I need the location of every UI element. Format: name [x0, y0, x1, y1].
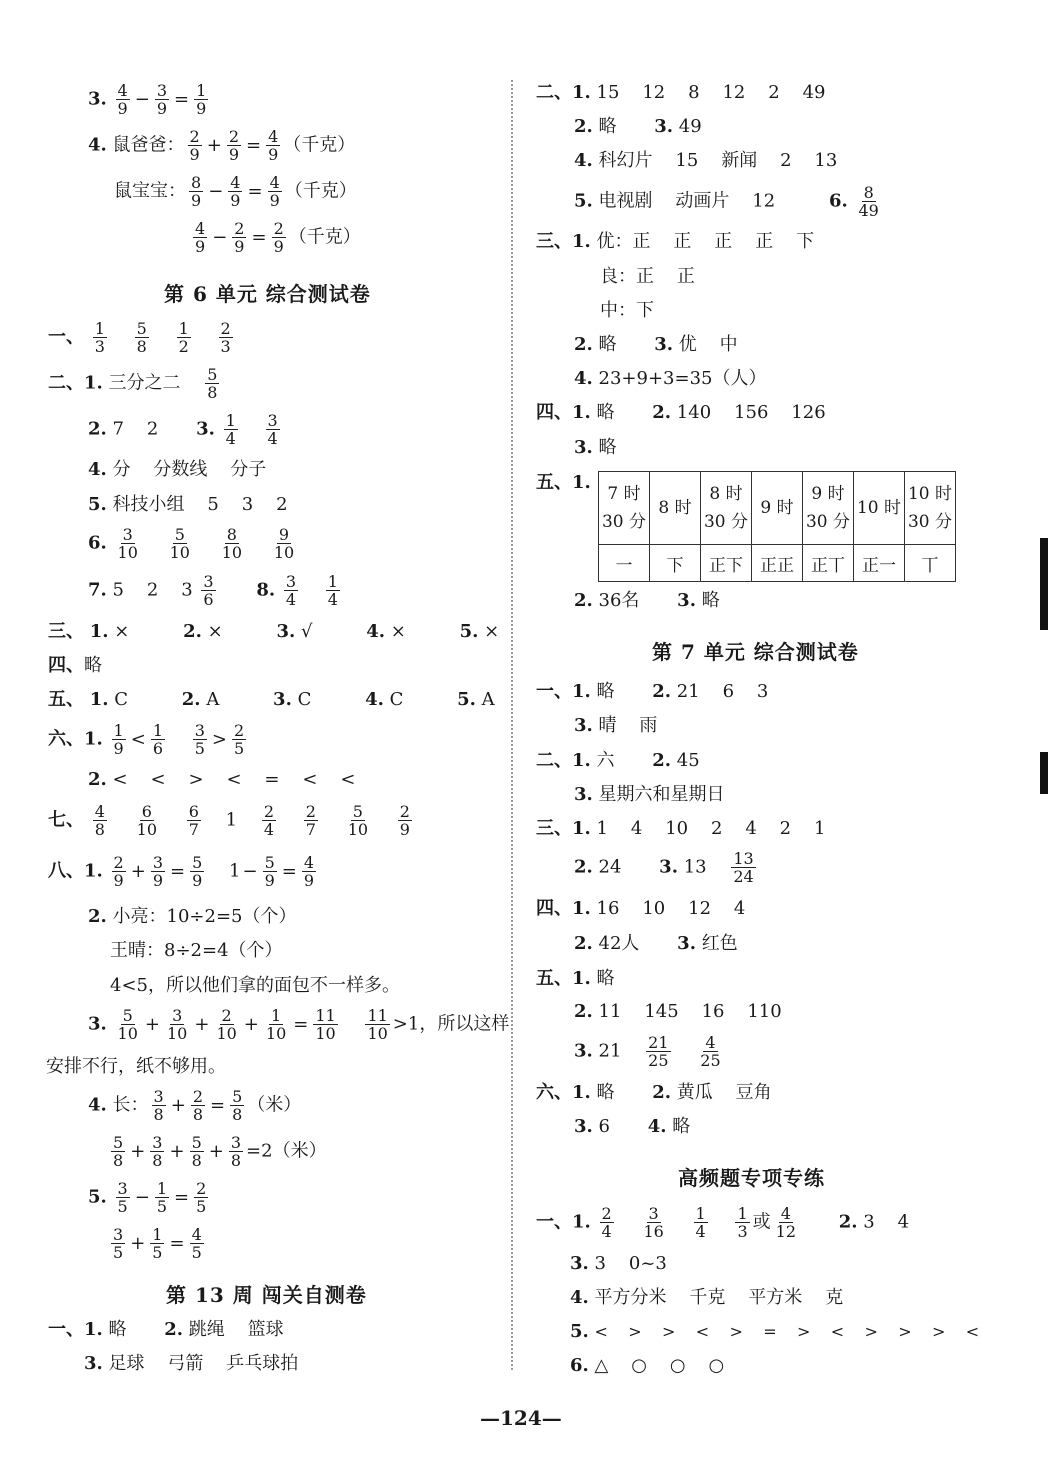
answer-line: 二、1. 15 12 8 12 2 49: [536, 82, 826, 103]
answer-line: 二、1. 六 2. 45: [536, 750, 700, 771]
answer-line: 2. 小亮：10÷2=5（个）: [88, 906, 297, 927]
answer-line: 4<5，所以他们拿的面包不一样多。: [110, 975, 400, 996]
answer-line: $\frac{5}{8}$ + $\frac{3}{8}$ + $\frac{5}{8}$ + $\frac{3}{8}$ =2（米）: [113, 1133, 327, 1170]
answer-line: 3. 足球 弓箭 乒乓球拍: [84, 1353, 299, 1374]
answer-line: 三、1. 优：正 正 正 正 下: [536, 231, 815, 252]
answer-line: 3. 星期六和星期日: [574, 784, 725, 805]
table-header-cell: 10 时: [854, 472, 905, 545]
answer-line: 3. 3 0~3: [570, 1253, 667, 1274]
section-title: 第 7 单元 综合测试卷: [652, 640, 859, 664]
table-header-cell: 8 时 30 分: [701, 472, 752, 545]
answer-line: 鼠宝宝： $\frac{8}{9}$ − $\frac{4}{9}$ = $\frac{4}{9}$ （千克）: [114, 173, 357, 210]
answer-line: 二、1. 三分之二 $\frac{5}{8}$: [48, 365, 218, 402]
answer-line: $\frac{4}{9}$ − $\frac{2}{9}$ = $\frac{2}{9}$ （千克）: [195, 219, 361, 256]
answer-line: 2. 7 2 3. $\frac{1}{4}$ $\frac{3}{4}$: [88, 411, 278, 448]
answer-line: 一、 $\frac{1}{3}$ $\frac{5}{8}$ $\frac{1}{2}$ $\frac{2}{3}$: [48, 319, 231, 356]
table-cell: 丅: [905, 545, 956, 582]
answer-line: 4. 科幻片 15 新闻 2 13: [574, 150, 838, 171]
answer-line: 6. $\frac{3}{10}$ $\frac{5}{10}$ $\frac{8}{10}$ $\frac{9}{10}$: [88, 525, 295, 562]
section-title: 高频题专项专练: [678, 1166, 825, 1190]
answer-line: 中：下: [600, 300, 654, 321]
answer-line: 5. 电视剧 动画片 12 6. $\frac{8}{49}$: [574, 183, 879, 220]
answer-line: 四、1. 16 10 12 4: [536, 898, 746, 919]
answer-line: 4. 鼠爸爸： $\frac{2}{9}$ + $\frac{2}{9}$ = $\frac{4}{9}$ （千克）: [88, 127, 356, 164]
answer-line: 五、 1. C 2. A 3. C 4. C 5. A: [48, 689, 495, 710]
section-title: 第 6 单元 综合测试卷: [164, 282, 371, 306]
answer-line: 四、略: [48, 655, 102, 676]
answer-line: 5. 科技小组 5 3 2: [88, 494, 288, 515]
answer-line: 七、 $\frac{4}{8}$ $\frac{6}{10}$ $\frac{6}{7}$ 1 $\frac{2}{4}$ $\frac{2}{7}$ $\frac{5}{10}$ $\frac{2}{9}$: [48, 802, 410, 839]
answer-line: 4. 分 分数线 分子: [88, 459, 267, 480]
answer-line: 五、1.: [536, 472, 591, 493]
page-number: —124—: [480, 1406, 562, 1430]
answer-line: 4. 长： $\frac{3}{8}$ + $\frac{2}{8}$ = $\frac{5}{8}$ （米）: [88, 1087, 302, 1124]
table-header-cell: 9 时 30 分: [803, 472, 854, 545]
answer-line: 3. 6 4. 略: [574, 1116, 691, 1137]
answer-line: 2. 略 3. 优 中: [574, 334, 738, 355]
answer-line: 三、 1. × 2. × 3. √ 4. × 5. ×: [48, 621, 500, 642]
answer-line: 王晴：8÷2=4（个）: [110, 940, 283, 961]
answer-line: 3. $\frac{4}{9}$ − $\frac{3}{9}$ = $\frac{1}{9}$: [88, 81, 207, 118]
answer-line: 一、1. 略 2. 跳绳 篮球: [48, 1319, 284, 1340]
answer-line: 八、1. $\frac{2}{9}$ + $\frac{3}{9}$ = $\frac{5}{9}$ 1 − $\frac{5}{9}$ = $\frac{4}{9}$: [48, 853, 315, 890]
answer-line: 6. △ ○ ○ ○: [570, 1355, 725, 1376]
table-header-cell: 7 时 30 分: [599, 472, 650, 545]
table-cell: 正一: [854, 545, 905, 582]
answer-line: 良：正 正: [600, 266, 695, 287]
column-divider: [511, 80, 513, 1370]
answer-line: 7. 5 2 3 $\frac{3}{6}$ 8. $\frac{3}{4}$ $\frac{1}{4}$: [88, 572, 338, 609]
table-cell: 一: [599, 545, 650, 582]
answer-line: 4. 23+9+3=35（人）: [574, 368, 767, 389]
answer-line: 5. < > > < > = > < > > > <: [570, 1321, 980, 1342]
table-cell: 正下: [701, 545, 752, 582]
answer-line: $\frac{3}{5}$ + $\frac{1}{5}$ = $\frac{4}{5}$: [113, 1225, 202, 1262]
edge-mark: [1040, 538, 1048, 630]
answer-line: 三、1. 1 4 10 2 4 2 1: [536, 818, 826, 839]
answer-line: 一、1. $\frac{2}{4}$ $\frac{3}{16}$ $\frac{1}{4}$ $\frac{1}{3}$ 或 $\frac{4}{12}$ 2. 3 4: [536, 1204, 910, 1241]
answer-line: 2. 24 3. 13 $\frac{13}{24}$: [574, 849, 754, 886]
answer-line: 3. 略: [574, 437, 617, 458]
answer-line: 3. 21 $\frac{21}{25}$ $\frac{4}{25}$: [574, 1033, 721, 1070]
table-cell: 正正: [752, 545, 803, 582]
answer-line: 四、1. 略 2. 140 156 126: [536, 402, 826, 423]
answer-line: 4. 平方分米 千克 平方米 克: [570, 1287, 844, 1308]
tally-table: [598, 471, 956, 582]
table-cell: 正丅: [803, 545, 854, 582]
answer-line: 六、1. 略 2. 黄瓜 豆角: [536, 1082, 772, 1103]
answer-line: 2. 略 3. 49: [574, 116, 702, 137]
table-header-cell: 9 时: [752, 472, 803, 545]
table-header-cell: 10 时 30 分: [905, 472, 956, 545]
answer-line: 3. $\frac{5}{10}$ + $\frac{3}{10}$ + $\frac{2}{10}$ + $\frac{1}{10}$ = $\frac{11}{10}$ $\frac{11}{10}$ >1，所以这样: [88, 1006, 510, 1043]
answer-line: 2. 11 145 16 110: [574, 1001, 782, 1022]
answer-line: 一、1. 略 2. 21 6 3: [536, 681, 769, 702]
answer-line: 3. 晴 雨: [574, 715, 658, 736]
answer-line: 安排不行，纸不够用。: [46, 1056, 226, 1077]
answer-line: 六、1. $\frac{1}{9}$ < $\frac{1}{6}$ $\frac{3}{5}$ > $\frac{2}{5}$: [48, 721, 245, 758]
fraction: $\frac{4}{9}$: [117, 81, 128, 118]
answer-line: 2. < < > < = < <: [88, 769, 356, 790]
table-header-cell: 8 时: [650, 472, 701, 545]
answer-line: 5. $\frac{3}{5}$ − $\frac{1}{5}$ = $\frac{2}{5}$: [88, 1179, 207, 1216]
section-title: 第 13 周 闯关自测卷: [166, 1283, 367, 1307]
answer-line: 2. 36名 3. 略: [574, 590, 720, 611]
edge-mark: [1040, 752, 1048, 794]
answer-line: 2. 42人 3. 红色: [574, 933, 738, 954]
table-cell: 下: [650, 545, 701, 582]
answer-line: 五、1. 略: [536, 968, 615, 989]
